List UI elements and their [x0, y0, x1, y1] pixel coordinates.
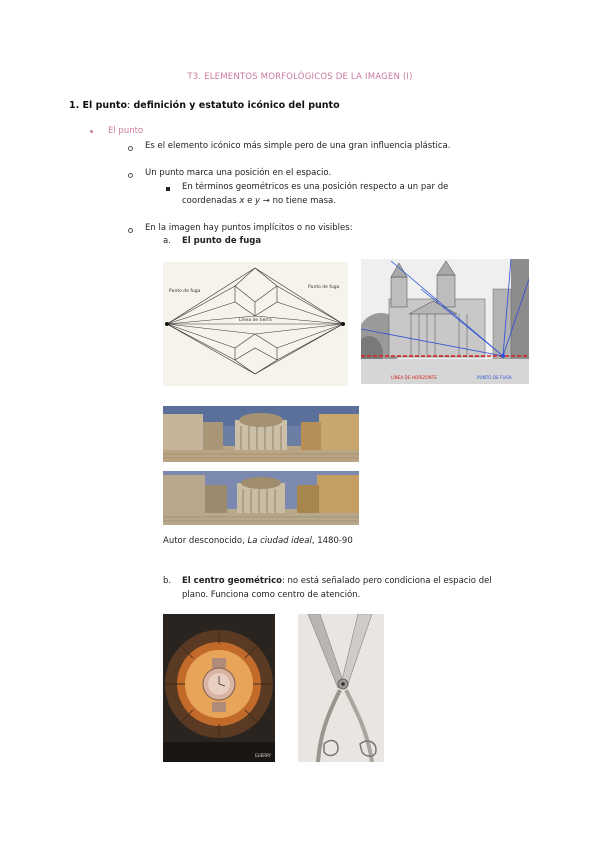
ideal-city-svg-2	[163, 471, 359, 525]
painting-caption	[163, 535, 353, 548]
vanishing-point-label: PUNTO DE FUGA	[477, 375, 512, 380]
church-photo	[361, 259, 529, 384]
caption-prefix: Autor desconocido,	[163, 536, 248, 546]
item-1-text: Es el elemento icónico más simple pero de una gran influencia plástica.	[145, 141, 451, 151]
perspective-diagram-svg	[163, 262, 348, 386]
caption-suffix: , 1480-90	[311, 536, 353, 546]
bullet-label: El punto	[108, 126, 144, 136]
subitem-prefix: coordenadas	[182, 196, 240, 206]
subitem-suffix: → no tiene masa.	[260, 196, 336, 206]
circle-bullet-2	[128, 173, 133, 178]
sub-a-marker: a.	[163, 236, 171, 246]
section-heading	[69, 100, 340, 111]
bullet-dot	[90, 130, 93, 133]
perspective-diagram	[163, 262, 348, 386]
sub-b-text-1: : no está señalado pero condiciona el espacio del	[281, 576, 492, 586]
diagram-left-label: Punto de fuga	[169, 289, 201, 294]
ideal-city-svg-1	[163, 406, 359, 462]
diagram-center-label: Línea de tierra	[239, 318, 272, 323]
diagram-right-label: Punto de fuga	[308, 285, 340, 290]
horizon-line-label: LÍNEA DE HORIZONTE	[391, 375, 437, 380]
watch-ad-svg	[163, 614, 275, 762]
section-colon: :	[126, 100, 131, 111]
section-number-title: 1. El punto	[69, 100, 127, 111]
church-photo-svg	[361, 259, 529, 384]
ad-caption: GUERRY	[254, 753, 271, 758]
watch-ad-image	[163, 614, 275, 762]
sub-b-marker: b.	[163, 576, 172, 586]
ideal-city-painting-1	[163, 406, 359, 462]
subitem-mid: e	[244, 196, 256, 206]
circle-bullet-1	[128, 146, 133, 151]
scissors-image	[298, 614, 384, 762]
var-y: y	[255, 196, 261, 206]
sub-a-label: El punto de fuga	[182, 236, 262, 246]
sub-b-line-2: plano. Funciona como centro de atención.	[182, 590, 361, 600]
circle-bullet-3	[128, 228, 133, 233]
item-3-text: En la imagen hay puntos implícitos o no visibles:	[145, 223, 353, 233]
var-x: x	[239, 196, 245, 206]
item-2-text: Un punto marca una posición en el espacio.	[145, 168, 332, 178]
scissors-svg	[298, 614, 384, 762]
subitem-line-1: En términos geométricos es una posición respecto a un par de	[182, 182, 449, 192]
document-title: T3. ELEMENTOS MORFOLÓGICOS DE LA IMAGEN (I)	[187, 72, 413, 82]
sub-b-label: El centro geométrico	[182, 576, 282, 586]
section-subtitle: definición y estatuto icónico del punto	[130, 100, 340, 111]
square-bullet	[166, 187, 170, 191]
sub-b-line-1	[182, 575, 527, 588]
subitem-line-2	[182, 195, 336, 208]
ideal-city-painting-2	[163, 471, 359, 525]
caption-work: La ciudad ideal	[247, 536, 312, 546]
